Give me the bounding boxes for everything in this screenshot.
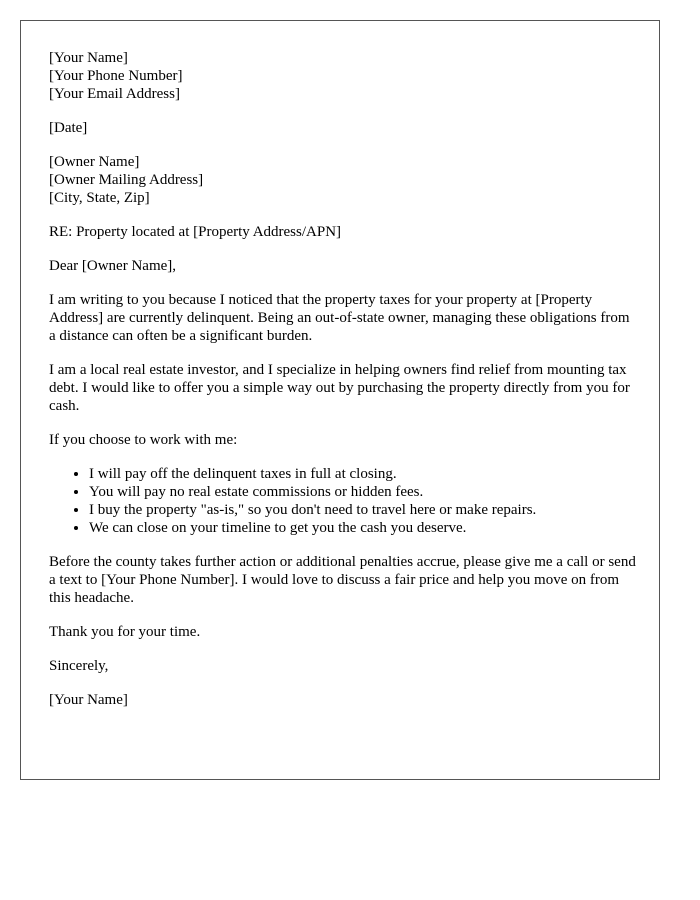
paragraph-investor: I am a local real estate investor, and I specialize in helping owners find relief from mounting tax debt. I would like to offer you a simple way out by purchasing the property directly from you for cash. [49,362,630,414]
sender-block [49,49,639,103]
sender-phone: [Your Phone Number] [49,68,183,84]
letter-body [49,49,639,725]
letter-page [20,20,660,780]
list-item: • I buy the property "as-is," so you don't need to travel here or make repairs. [89,501,639,519]
recipient-city-state-zip: [City, State, Zip] [49,190,150,206]
re-line: RE: Property located at [Property Address/APN] [49,224,342,240]
paragraph-call-to-action: Before the county takes further action or additional penalties accrue, please give me a call or send a text to [Your Phone Number]. I would love to discuss a fair price and help you move on from this headache. [49,554,636,606]
date-block [49,119,639,137]
list-item: • We can close on your timeline to get you the cash you deserve. [89,519,639,537]
paragraph-list-lead: If you choose to work with me: [49,432,238,448]
signature-name: [Your Name] [49,692,128,708]
recipient-mailing-address: [Owner Mailing Address] [49,172,204,188]
signoff: Sincerely, [49,658,109,674]
benefits-list [49,465,639,537]
letter-date: [Date] [49,120,88,136]
salutation: Dear [Owner Name], [49,258,177,274]
list-item: • I will pay off the delinquent taxes in full at closing. [89,465,639,483]
recipient-name: [Owner Name] [49,154,140,170]
list-item: • You will pay no real estate commissions or hidden fees. [89,483,639,501]
recipient-block [49,153,639,207]
paragraph-intro: I am writing to you because I noticed that the property taxes for your property at [Property Address] are currently delinquent. Being an out-of-state owner, managing these obligations from a distance can often be a significant burden. [49,292,630,344]
sender-email: [Your Email Address] [49,86,180,102]
sender-name: [Your Name] [49,50,128,66]
thanks-line: Thank you for your time. [49,624,201,640]
